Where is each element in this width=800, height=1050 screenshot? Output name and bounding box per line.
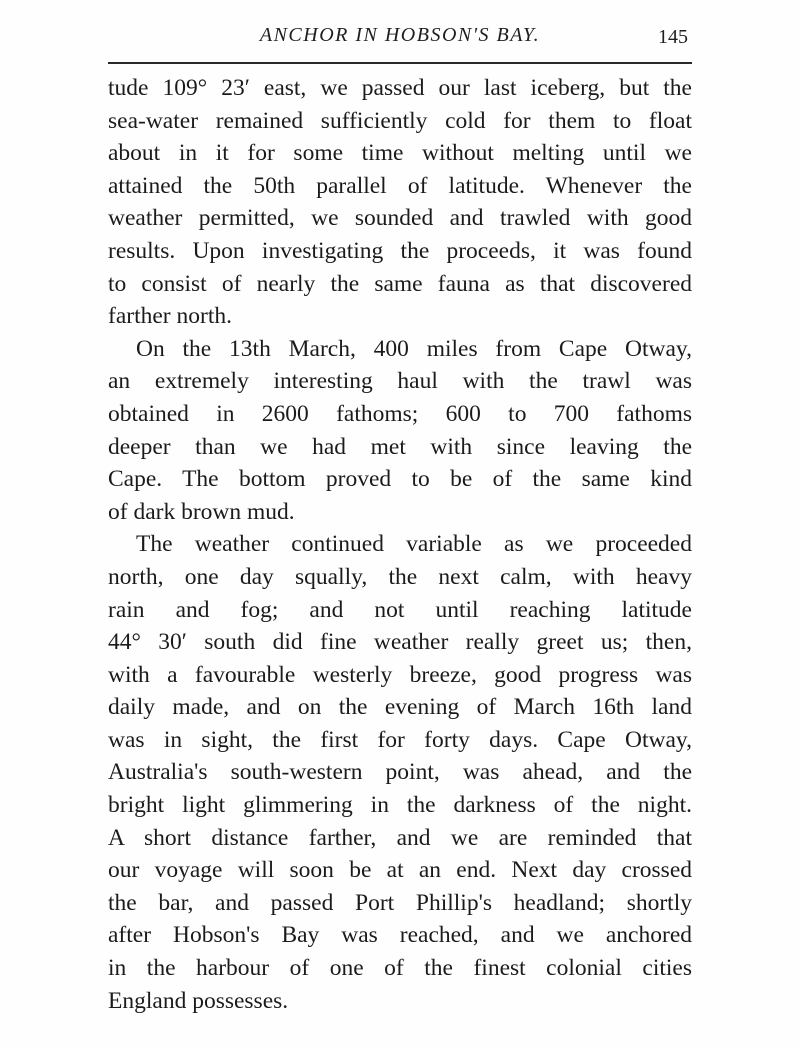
body-text <box>108 72 692 1017</box>
text-line: On the 13th March, 400 miles from Cape Otway, <box>136 335 692 362</box>
text-line: The weather continued variable as we proceeded <box>136 531 692 558</box>
text-line: 44° 30′ south did fine weather really greet us; then, <box>108 629 692 656</box>
header-rule <box>108 62 692 64</box>
text-line: England possesses. <box>108 987 289 1014</box>
text-line: attained the 50th parallel of latitude. Whenever the <box>108 172 692 199</box>
text-line: tude 109° 23′ east, we passed our last iceberg, but the <box>108 75 692 101</box>
text-line: to consist of nearly the same fauna as that discovered <box>108 270 692 297</box>
text-line: in the harbour of one of the finest colonial cities <box>108 955 692 982</box>
text-line: Cape. The bottom proved to be of the same kind <box>108 466 692 493</box>
paragraph-1 <box>108 72 692 333</box>
text-line: weather permitted, we sounded and trawled with good <box>108 205 692 232</box>
text-line: an extremely interesting haul with the trawl was <box>108 368 692 395</box>
running-head <box>108 22 692 54</box>
text-line: the bar, and passed Port Phillip's headland; shortly <box>108 889 692 916</box>
text-line: obtained in 2600 fathoms; 600 to 700 fathoms <box>108 400 692 427</box>
text-line: after Hobson's Bay was reached, and we anchored <box>108 922 692 949</box>
text-line: of dark brown mud. <box>108 498 295 525</box>
paragraph-3 <box>108 528 692 1017</box>
running-title: ANCHOR IN HOBSON'S BAY. <box>259 24 541 46</box>
text-line: Australia's south-western point, was ahead, and the <box>108 759 692 786</box>
text-line: rain and fog; and not until reaching latitude <box>108 596 692 623</box>
paragraph-2 <box>108 333 692 529</box>
text-line: deeper than we had met with since leaving the <box>108 433 692 460</box>
text-line: was in sight, the first for forty days. Cape Otway, <box>108 726 692 753</box>
text-line: with a favourable westerly breeze, good progress was <box>108 661 692 688</box>
text-line: daily made, and on the evening of March 16th land <box>108 694 692 721</box>
text-line: farther north. <box>108 303 232 330</box>
text-line: bright light glimmering in the darkness of the night. <box>108 792 692 819</box>
text-line: results. Upon investigating the proceeds, it was found <box>108 237 692 264</box>
page-number: 145 <box>658 26 688 48</box>
text-line: A short distance farther, and we are reminded that <box>108 824 692 851</box>
text-line: about in it for some time without melting until we <box>108 140 692 167</box>
text-line: our voyage will soon be at an end. Next day crossed <box>108 857 692 884</box>
text-line: sea-water remained sufficiently cold for them to float <box>108 107 692 134</box>
text-line: north, one day squally, the next calm, with heavy <box>108 563 692 590</box>
